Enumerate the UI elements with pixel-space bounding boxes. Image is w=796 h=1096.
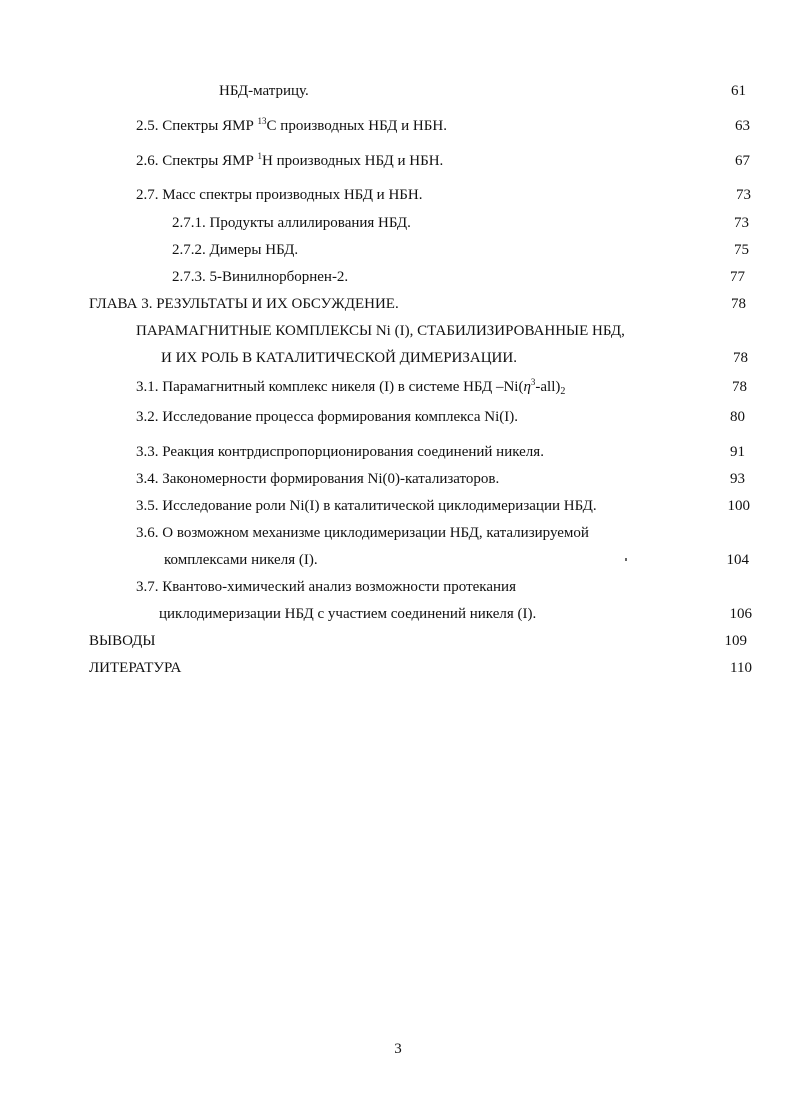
page-number: 3 — [394, 1041, 402, 1057]
toc-entry-text: 3.6. О возможном механизме циклодимеризации НБД, катализируемой — [136, 525, 589, 541]
toc-entry-page: 100 — [727, 498, 750, 514]
toc-entry-text: циклодимеризации НБД с участием соединений никеля (I). — [159, 606, 537, 622]
toc-entry-page: 91 — [730, 444, 745, 460]
toc-chapter-title: ГЛАВА 3. РЕЗУЛЬТАТЫ И ИХ ОБСУЖДЕНИЕ. — [89, 296, 399, 312]
toc-section-conclusions: ВЫВОДЫ — [89, 633, 156, 649]
toc-entry-page: 67 — [735, 153, 750, 169]
toc-entry-text: комплексами никеля (I). — [164, 552, 318, 568]
toc-entry-page: 75 — [734, 242, 749, 258]
toc-entry-page: 78 — [733, 350, 748, 366]
toc-entry-page: 93 — [730, 471, 745, 487]
toc-entry-text: 2.7. Масс спектры производных НБД и НБН. — [136, 187, 423, 203]
toc-entry-text: 3.3. Реакция контрдиспропорционирования соединений никеля. — [136, 444, 544, 460]
toc-chapter-subtitle: ПАРАМАГНИТНЫЕ КОМПЛЕКСЫ Ni (I), СТАБИЛИЗИРОВАННЫЕ НБД, — [136, 323, 625, 339]
toc-entry-text: 3.2. Исследование процесса формирования комплекса Ni(I). — [136, 409, 519, 425]
toc-entry-page: 63 — [735, 118, 750, 134]
toc-entry-page: 110 — [730, 660, 752, 676]
toc-entry-text: 2.7.3. 5-Винилнорборнен-2. — [172, 269, 349, 285]
toc-entry-text: 3.4. Закономерности формирования Ni(0)-катализаторов. — [136, 471, 500, 487]
toc-entry-text: 2.6. Спектры ЯМР $^1$Н производных НБД и НБН. — [136, 151, 444, 169]
toc-entry-page: 73 — [734, 215, 749, 231]
toc-entry-page: 80 — [730, 409, 745, 425]
toc-entry-page: 73 — [736, 187, 751, 203]
toc-entry-text: 3.7. Квантово-химический анализ возможности протекания — [136, 579, 516, 595]
toc-entry-page: 106 — [729, 606, 752, 622]
toc-entry-page: 109 — [724, 633, 747, 649]
toc-entry-text: 3.1. Парамагнитный комплекс никеля (I) в системе НБД $-Ni(\eta^3-all)_2$ — [136, 377, 566, 397]
toc-entry-text: 2.5. Спектры ЯМР $^{13}$С производных НБД и НБН. — [136, 116, 447, 134]
scan-speck — [625, 558, 627, 561]
toc-entry-text: 2.7.2. Димеры НБД. — [172, 242, 299, 258]
toc-entry-page: 78 — [732, 379, 747, 395]
toc-entry-text: 2.7.1. Продукты аллилирования НБД. — [172, 215, 411, 231]
toc-entry-text: НБД-матрицу. — [219, 83, 309, 99]
toc-entry-page: 78 — [731, 296, 746, 312]
toc-entry-page: 61 — [731, 83, 746, 99]
toc-section-references: ЛИТЕРАТУРА — [89, 660, 182, 676]
toc-entry-page: 77 — [730, 269, 745, 285]
toc-entry-text: 3.5. Исследование роли Ni(I) в каталитической циклодимеризации НБД. — [136, 498, 597, 514]
toc-chapter-subtitle: И ИХ РОЛЬ В КАТАЛИТИЧЕСКОЙ ДИМЕРИЗАЦИИ. — [161, 350, 517, 366]
toc-entry-page: 104 — [726, 552, 749, 568]
